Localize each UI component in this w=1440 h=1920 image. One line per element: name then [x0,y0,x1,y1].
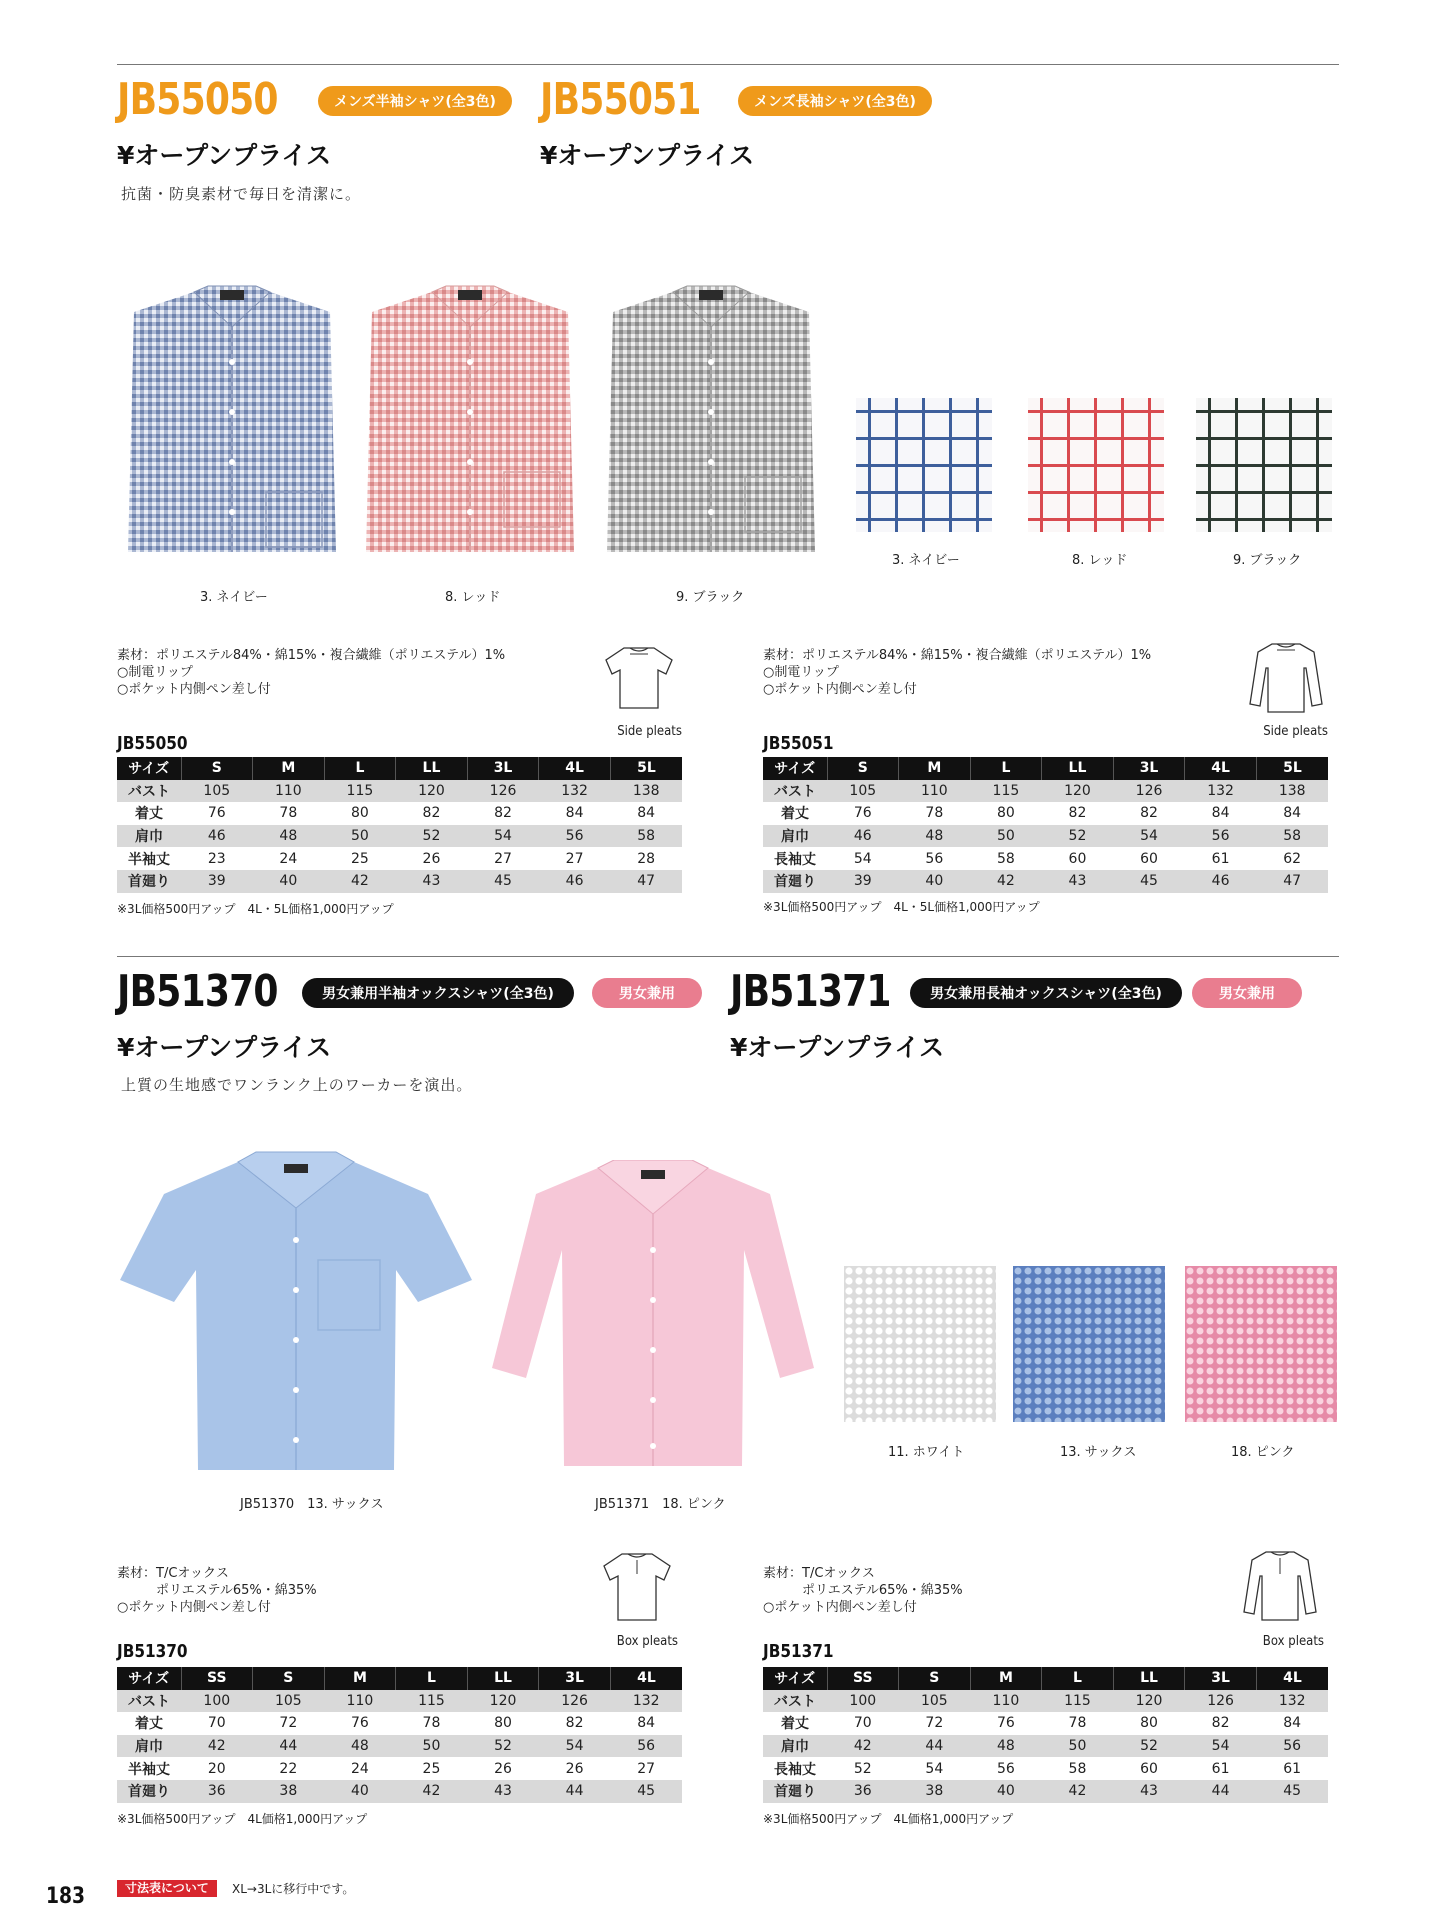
shirt-photo-pink [488,1160,818,1480]
table-header-cell: SS [827,1667,899,1690]
table-cell: 48 [253,825,325,848]
table-cell: 120 [396,780,468,803]
table-header-cell: L [324,757,396,780]
table-cell: 120 [1042,780,1114,803]
category-badge-jb51370: 男女兼用半袖オックスシャツ(全3色) [302,978,574,1008]
table-cell: 36 [181,1780,253,1803]
shirt-caption-sax: JB51370 13. サックス [240,1497,384,1512]
swatch-caption-sax: 13. サックス [1060,1445,1137,1460]
table-header-cell: L [1042,1667,1114,1690]
table-cell: 45 [467,870,539,893]
unisex-badge-jb51370: 男女兼用 [592,978,702,1008]
table-cell: 44 [253,1735,325,1758]
table-header-cell: 4L [610,1667,682,1690]
table-cell: 48 [324,1735,396,1758]
table-cell: 132 [539,780,611,803]
row-label: バスト [763,1690,827,1713]
swatch-caption-white: 11. ホワイト [888,1445,965,1460]
row-label: 着丈 [117,802,181,825]
table-row [117,780,682,803]
table-header-cell: M [324,1667,396,1690]
table-cell: 78 [253,802,325,825]
table-row [117,870,682,893]
size-chart-note-text: XL→3Lに移行中です。 [232,1882,355,1896]
shirt-caption-black: 9. ブラック [676,590,745,605]
row-label: 長袖丈 [763,1757,827,1780]
table-cell: 110 [253,780,325,803]
size-table-jb51370 [117,1667,682,1803]
table-header-cell: 3L [539,1667,611,1690]
price-note-jb51371: ※3L価格500円アップ 4L価格1,000円アップ [763,1812,1014,1826]
price-jb51371: ¥オープンプライス [730,1033,945,1062]
table-row [117,1690,682,1713]
table-cell: 26 [396,847,468,870]
table-cell: 54 [539,1735,611,1758]
table-row [763,1712,1328,1735]
table-cell: 54 [1113,825,1185,848]
table-cell: 126 [467,780,539,803]
pleat-label-jb55051: Side pleats [1263,724,1328,739]
shirt-photo-navy [124,282,340,564]
table-cell: 46 [827,825,899,848]
table-row [763,847,1328,870]
table-row [117,847,682,870]
table-cell: 80 [970,802,1042,825]
table-cell: 82 [1185,1712,1257,1735]
price-note-jb55050: ※3L価格500円アップ 4L・5L価格1,000円アップ [117,902,394,916]
table-cell: 50 [1042,1735,1114,1758]
table-cell: 72 [899,1712,971,1735]
table-cell: 28 [610,847,682,870]
table-cell: 42 [970,870,1042,893]
table-cell: 76 [827,802,899,825]
material-text-jb55050: 素材：ポリエステル84%・綿15%・複合繊維（ポリエステル）1% ○制電リップ ○ポケット内側ペン差し付 [117,648,506,697]
table-cell: 26 [539,1757,611,1780]
table-cell: 25 [324,847,396,870]
table-cell: 23 [181,847,253,870]
row-label: 着丈 [117,1712,181,1735]
table-cell: 52 [396,825,468,848]
table-cell: 82 [539,1712,611,1735]
table-header-cell: L [970,757,1042,780]
table-cell: 26 [467,1757,539,1780]
short-sleeve-back-icon [600,642,678,712]
lead-text-bottom: 上質の生地感でワンランク上のワーカーを演出。 [121,1076,473,1094]
table-cell: 60 [1113,847,1185,870]
table-header-cell: サイズ [117,757,181,780]
table-cell: 47 [1256,870,1328,893]
table-header-cell: M [899,757,971,780]
table-cell: 70 [827,1712,899,1735]
table-cell: 27 [467,847,539,870]
table-cell: 60 [1042,847,1114,870]
table-header-cell: LL [396,757,468,780]
swatch-caption-black: 9. ブラック [1233,553,1302,568]
category-badge-jb55050: メンズ半袖シャツ(全3色) [318,86,512,116]
row-label: 首廻り [117,870,181,893]
row-label: 半袖丈 [117,847,181,870]
table-cell: 40 [253,870,325,893]
table-cell: 105 [181,780,253,803]
table-cell: 100 [827,1690,899,1713]
table-row [763,1780,1328,1803]
table-cell: 120 [467,1690,539,1713]
table-cell: 44 [899,1735,971,1758]
table-cell: 138 [610,780,682,803]
table-cell: 62 [1256,847,1328,870]
table-header-cell: サイズ [763,757,827,780]
table-cell: 72 [253,1712,325,1735]
table-cell: 138 [1256,780,1328,803]
table-cell: 52 [1042,825,1114,848]
pleat-label-jb55050: Side pleats [617,724,682,739]
table-cell: 82 [467,802,539,825]
table-cell: 42 [324,870,396,893]
table-cell: 115 [1042,1690,1114,1713]
table-cell: 56 [970,1757,1042,1780]
table-cell: 42 [827,1735,899,1758]
table-cell: 47 [610,870,682,893]
table-cell: 46 [539,870,611,893]
table-header-cell: 5L [1256,757,1328,780]
table-cell: 20 [181,1757,253,1780]
row-label: バスト [117,780,181,803]
fabric-swatch-black [1196,398,1332,532]
table-cell: 84 [539,802,611,825]
table-cell: 100 [181,1690,253,1713]
table-cell: 80 [324,802,396,825]
shirt-photo-black [603,282,819,564]
price-jb55051: ¥オープンプライス [540,141,755,170]
table-cell: 39 [827,870,899,893]
fabric-swatch-white [844,1266,996,1422]
table-cell: 43 [1042,870,1114,893]
unisex-badge-jb51371: 男女兼用 [1192,978,1302,1008]
table-cell: 84 [1185,802,1257,825]
table-header-cell: M [253,757,325,780]
table-cell: 45 [610,1780,682,1803]
table-header-cell: S [827,757,899,780]
table-row [117,825,682,848]
table-cell: 44 [539,1780,611,1803]
table-row [117,1757,682,1780]
table-header-cell: LL [1042,757,1114,780]
product-code-jb55050: JB55050 [117,74,278,125]
table-header-cell: 5L [610,757,682,780]
table-cell: 60 [1113,1757,1185,1780]
table-cell: 110 [970,1690,1042,1713]
table-cell: 56 [1256,1735,1328,1758]
table-title-jb55050: JB55050 [117,733,188,754]
long-sleeve-back-icon [1240,1546,1320,1624]
table-header-cell: 3L [467,757,539,780]
table-cell: 46 [1185,870,1257,893]
lead-text-top: 抗菌・防臭素材で毎日を清潔に。 [121,185,362,203]
table-header-cell: 3L [1113,757,1185,780]
table-cell: 84 [610,802,682,825]
row-label: 首廻り [117,1780,181,1803]
shirt-caption-red: 8. レッド [445,590,501,605]
table-cell: 80 [1113,1712,1185,1735]
table-cell: 78 [396,1712,468,1735]
fabric-swatch-navy [856,398,992,532]
table-cell: 38 [899,1780,971,1803]
table-cell: 115 [324,780,396,803]
table-cell: 45 [1256,1780,1328,1803]
row-label: 肩巾 [763,1735,827,1758]
long-sleeve-back-icon [1246,638,1326,716]
row-label: 着丈 [763,1712,827,1735]
table-cell: 132 [610,1690,682,1713]
table-cell: 126 [539,1690,611,1713]
table-cell: 46 [181,825,253,848]
table-cell: 105 [899,1690,971,1713]
table-header-row [763,1667,1328,1690]
table-cell: 27 [539,847,611,870]
table-cell: 78 [899,802,971,825]
table-cell: 110 [324,1690,396,1713]
table-cell: 40 [970,1780,1042,1803]
table-cell: 76 [970,1712,1042,1735]
table-cell: 54 [827,847,899,870]
category-badge-jb55051: メンズ長袖シャツ(全3色) [738,86,932,116]
top-rule [117,64,1339,65]
table-row [763,870,1328,893]
table-header-cell: LL [467,1667,539,1690]
table-cell: 56 [1185,825,1257,848]
table-cell: 80 [467,1712,539,1735]
table-header-cell: 4L [539,757,611,780]
page-number: 183 [46,1884,86,1909]
price-jb55050: ¥オープンプライス [117,141,332,170]
table-title-jb51370: JB51370 [117,1641,188,1662]
table-cell: 82 [396,802,468,825]
table-title-jb51371: JB51371 [763,1641,834,1662]
table-cell: 56 [610,1735,682,1758]
table-cell: 54 [1185,1735,1257,1758]
fabric-swatch-sax [1013,1266,1165,1422]
table-header-cell: LL [1113,1667,1185,1690]
table-cell: 48 [899,825,971,848]
table-header-cell: L [396,1667,468,1690]
table-row [763,1690,1328,1713]
table-cell: 22 [253,1757,325,1780]
fabric-swatch-pink [1185,1266,1337,1422]
table-header-cell: SS [181,1667,253,1690]
row-label: 半袖丈 [117,1757,181,1780]
row-label: 着丈 [763,802,827,825]
table-row [117,802,682,825]
category-badge-jb51371: 男女兼用長袖オックスシャツ(全3色) [910,978,1182,1008]
size-table-jb51371 [763,1667,1328,1803]
table-header-cell: S [899,1667,971,1690]
table-cell: 78 [1042,1712,1114,1735]
table-cell: 84 [610,1712,682,1735]
product-code-jb55051: JB55051 [540,74,701,125]
row-label: 長袖丈 [763,847,827,870]
table-cell: 25 [396,1757,468,1780]
table-cell: 132 [1256,1690,1328,1713]
table-header-cell: 4L [1256,1667,1328,1690]
table-cell: 54 [467,825,539,848]
shirt-caption-navy: 3. ネイビー [200,590,268,605]
table-cell: 61 [1185,847,1257,870]
table-cell: 36 [827,1780,899,1803]
table-cell: 58 [1042,1757,1114,1780]
row-label: 肩巾 [117,825,181,848]
table-cell: 84 [1256,802,1328,825]
shirt-caption-pink: JB51371 18. ピンク [595,1497,726,1512]
table-header-row [117,1667,682,1690]
table-title-jb55051: JB55051 [763,733,834,754]
shirt-photo-red [362,282,578,564]
table-cell: 50 [396,1735,468,1758]
price-jb51370: ¥オープンプライス [117,1033,332,1062]
shirt-photo-sax [118,1150,474,1480]
table-cell: 44 [1185,1780,1257,1803]
table-cell: 56 [899,847,971,870]
table-cell: 52 [1113,1735,1185,1758]
table-cell: 43 [1113,1780,1185,1803]
product-code-jb51371: JB51371 [730,966,891,1017]
table-cell: 115 [970,780,1042,803]
table-cell: 48 [970,1735,1042,1758]
table-header-cell: M [970,1667,1042,1690]
swatch-caption-red: 8. レッド [1072,553,1128,568]
table-cell: 42 [396,1780,468,1803]
table-header-cell: 4L [1185,757,1257,780]
table-row [763,1735,1328,1758]
row-label: 首廻り [763,870,827,893]
table-cell: 82 [1042,802,1114,825]
table-cell: 61 [1185,1757,1257,1780]
table-cell: 40 [899,870,971,893]
table-row [763,802,1328,825]
table-cell: 52 [827,1757,899,1780]
table-cell: 24 [253,847,325,870]
swatch-caption-pink: 18. ピンク [1231,1445,1295,1460]
table-header-row [117,757,682,780]
swatch-caption-navy: 3. ネイビー [892,553,960,568]
table-header-cell: サイズ [117,1667,181,1690]
table-cell: 58 [610,825,682,848]
table-cell: 84 [1256,1712,1328,1735]
table-cell: 126 [1185,1690,1257,1713]
table-cell: 43 [396,870,468,893]
row-label: バスト [117,1690,181,1713]
table-cell: 40 [324,1780,396,1803]
size-table-jb55050 [117,757,682,893]
table-cell: 58 [970,847,1042,870]
material-text-jb51371: 素材：T/Cオックス ポリエステル65%・綿35% ○ポケット内側ペン差し付 [763,1566,963,1615]
row-label: 首廻り [763,1780,827,1803]
table-cell: 76 [324,1712,396,1735]
table-cell: 82 [1113,802,1185,825]
table-header-cell: サイズ [763,1667,827,1690]
table-cell: 56 [539,825,611,848]
table-cell: 70 [181,1712,253,1735]
table-row [763,1757,1328,1780]
fabric-swatch-red [1028,398,1164,532]
table-header-cell: 3L [1185,1667,1257,1690]
material-text-jb51370: 素材：T/Cオックス ポリエステル65%・綿35% ○ポケット内側ペン差し付 [117,1566,317,1615]
pleat-label-jb51371: Box pleats [1262,1634,1324,1649]
table-cell: 27 [610,1757,682,1780]
table-cell: 132 [1185,780,1257,803]
table-cell: 76 [181,802,253,825]
table-cell: 39 [181,870,253,893]
short-sleeve-back-icon [598,1548,676,1624]
size-table-jb55051 [763,757,1328,893]
table-row [763,825,1328,848]
table-cell: 24 [324,1757,396,1780]
table-cell: 38 [253,1780,325,1803]
material-text-jb55051: 素材：ポリエステル84%・綿15%・複合繊維（ポリエステル）1% ○制電リップ ○ポケット内側ペン差し付 [763,648,1152,697]
table-cell: 42 [1042,1780,1114,1803]
table-row [117,1780,682,1803]
table-cell: 45 [1113,870,1185,893]
row-label: バスト [763,780,827,803]
product-code-jb51370: JB51370 [117,966,278,1017]
row-label: 肩巾 [763,825,827,848]
table-cell: 42 [181,1735,253,1758]
table-cell: 126 [1113,780,1185,803]
table-cell: 52 [467,1735,539,1758]
table-cell: 120 [1113,1690,1185,1713]
table-cell: 54 [899,1757,971,1780]
table-header-row [763,757,1328,780]
table-cell: 105 [253,1690,325,1713]
table-cell: 58 [1256,825,1328,848]
table-row [117,1712,682,1735]
bottom-rule [117,956,1339,957]
table-cell: 43 [467,1780,539,1803]
table-cell: 110 [899,780,971,803]
table-cell: 50 [324,825,396,848]
size-chart-note-tag: 寸法表について [117,1880,217,1897]
table-cell: 61 [1256,1757,1328,1780]
table-header-cell: S [181,757,253,780]
table-row [763,780,1328,803]
pleat-label-jb51370: Box pleats [616,1634,678,1649]
row-label: 肩巾 [117,1735,181,1758]
price-note-jb51370: ※3L価格500円アップ 4L価格1,000円アップ [117,1812,368,1826]
table-cell: 115 [396,1690,468,1713]
table-header-cell: S [253,1667,325,1690]
price-note-jb55051: ※3L価格500円アップ 4L・5L価格1,000円アップ [763,900,1040,914]
table-row [117,1735,682,1758]
table-cell: 105 [827,780,899,803]
table-cell: 50 [970,825,1042,848]
